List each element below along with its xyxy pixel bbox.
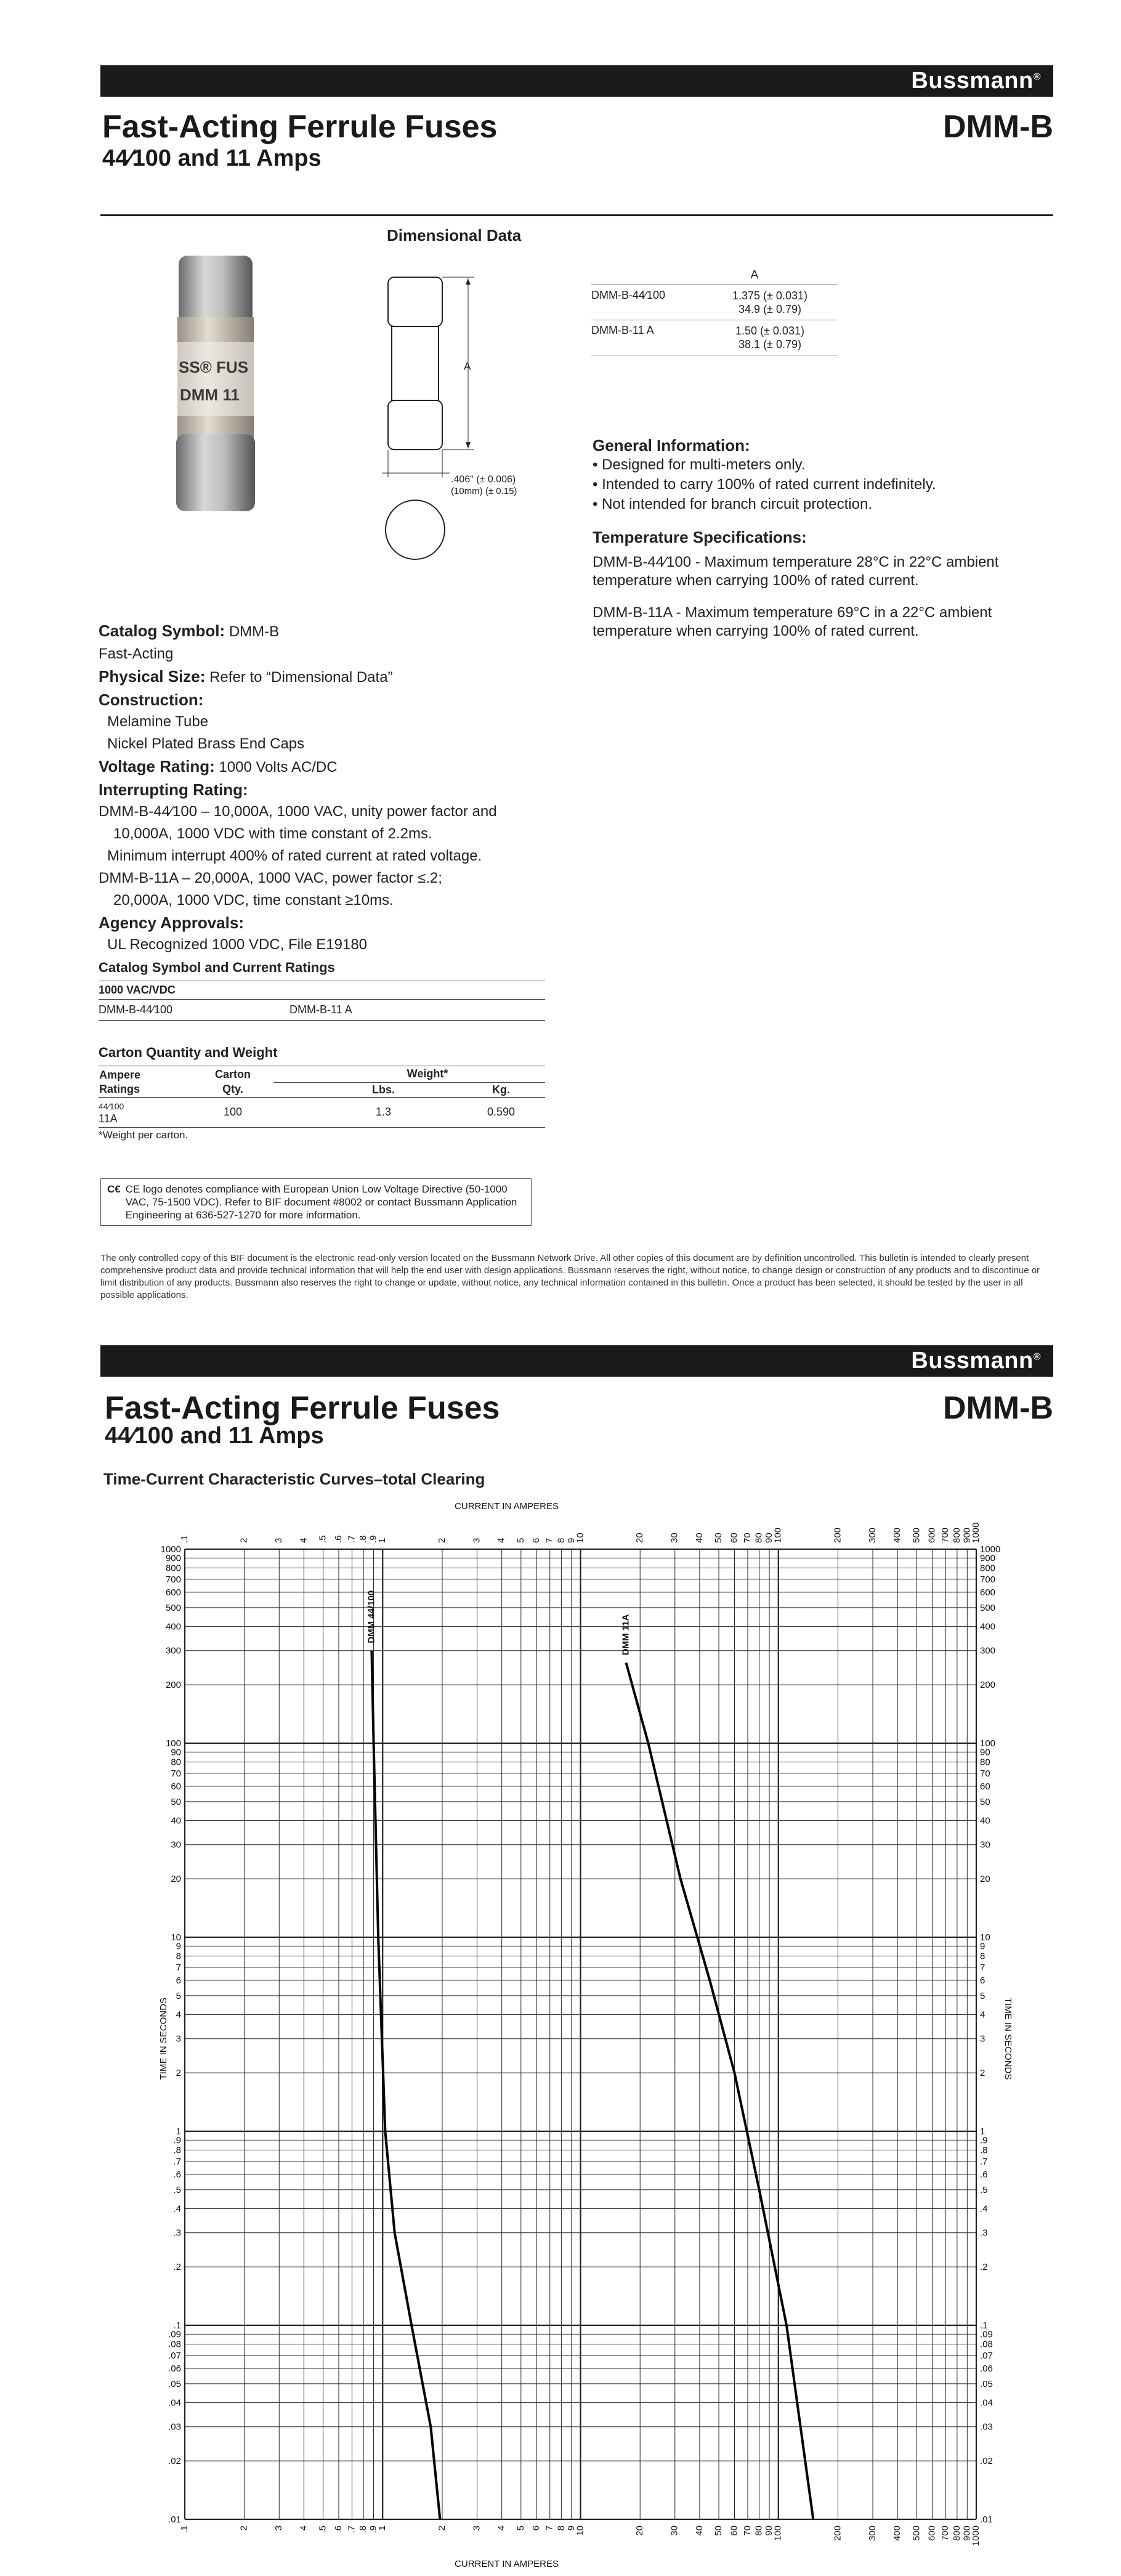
y-axis-title: TIME IN SECONDS [158,1998,169,2080]
dimensional-heading: Dimensional Data [387,226,522,245]
y-tick-label: .04 [980,2397,993,2408]
y-tick-label: .03 [168,2421,181,2432]
general-item: • Designed for multi-meters only. [593,456,806,473]
fuse-photo [165,249,270,520]
x-tick-label: 800 [951,2525,962,2542]
y-tick-label: .04 [168,2397,181,2408]
dimension-row: DMM-B-11 A 1.50 (± 0.031) 38.1 (± 0.79) [591,324,804,350]
x-tick-label: .1 [179,2525,190,2533]
x-tick-label: 7 [544,1537,555,1543]
y-tick-label: .2 [980,2262,988,2273]
y-tick-label: 600 [165,1587,181,1598]
x-tick-label: 90 [764,1533,775,1543]
x-tick-label: 3 [471,1537,482,1543]
x-tick-label: 30 [669,1533,680,1543]
x-tick-label: 20 [634,1533,645,1543]
y-tick-label: 4 [980,2009,985,2020]
y-tick-label: .03 [980,2421,993,2432]
x-tick-label: 1 [377,2525,388,2531]
temperature-p1: DMM-B-44⁄100 - Maximum temperature 28°C in 22°C ambient temperature when carrying 100% of rated current. [593,554,999,589]
y-tick-label: 70 [980,1768,990,1779]
x-tick-label: 400 [892,2525,903,2542]
y-tick-label: 6 [980,1975,985,1986]
x-tick-label: .5 [317,1535,328,1543]
y-tick-label: 50 [980,1796,990,1807]
y-tick-label: 300 [165,1645,181,1656]
x-tick-label: 300 [867,2525,878,2542]
y-tick-label: 200 [165,1680,181,1691]
x-tick-label: 30 [669,2525,680,2536]
series-line [626,1663,814,2519]
y-tick-label: 4 [176,2009,181,2020]
x-tick-label: 80 [753,2525,764,2536]
y-tick-label: 3 [176,2033,181,2044]
x-tick-label: .9 [368,2525,379,2533]
y-tick-label: .7 [980,2156,988,2167]
y-tick-label: 500 [980,1602,996,1613]
x-tick-label: 500 [911,2525,922,2542]
dimension-drawing [382,265,567,573]
y-tick-label: 2 [176,2068,181,2079]
y-tick-label: .8 [173,2145,181,2156]
x-tick-label: 60 [729,1533,740,1543]
x-tick-label: .6 [333,1535,344,1543]
x-tick-label: 100 [772,1527,783,1543]
y-tick-label: .3 [980,2227,988,2238]
x-tick-label: 4 [496,1537,507,1543]
x-tick-label: 40 [694,1533,705,1543]
x-tick-label: .9 [368,1535,379,1543]
fuse-label-1: SS® FUS [179,358,249,376]
specifications: Catalog Symbol: DMM-B Fast-Acting Physical Size: Refer to “Dimensional Data” Construction: Melamine Tube Nickel Plated Brass End Caps Voltage Rating: 1000 Volts AC/DC Interrupting Rating: DMM-B-44⁄100 – 10,000A, 1000 VAC, unity power factor and 10,000A, 1000 VDC with time constant of 2.2ms. Minimum interrupt 400% of rated current at rated voltage. DMM-B-11A – 20,000A, 1000 VAC, power factor ≤.2; 20,000A, 1000 VDC, time constant ≥10ms. Agency Approvals: UL Recognized 1000 VDC, File E19180 [99,622,497,953]
x-tick-label: .6 [333,2525,344,2533]
y-tick-label: 200 [980,1680,996,1691]
y-tick-label: .6 [980,2169,988,2180]
series-line [371,1651,440,2519]
y-tick-label: 300 [980,1645,996,1656]
y-tick-label: .07 [168,2350,181,2361]
x-tick-label: 1 [377,1537,388,1543]
y-tick-label: 1000 [160,1544,181,1555]
y-tick-label: .9 [173,2135,181,2146]
x-tick-label: 100 [772,2525,783,2542]
y-tick-label: 7 [176,1962,181,1973]
product-code: DMM-B [942,109,1053,145]
y-tick-label: 6 [176,1975,181,1986]
x-tick-label: 600 [926,1527,937,1543]
x-tick-label: 70 [742,1533,753,1543]
time-current-chart [148,1497,1022,2572]
brand-logo: Bussmann® [911,1348,1041,1374]
y-axis-title: TIME IN SECONDS [1003,1998,1013,2080]
chart-heading: Time-Current Characteristic Curves–total Clearing [103,1470,485,1488]
fuse-label-2: DMM 11 [180,386,240,404]
y-tick-label: 400 [165,1621,181,1632]
y-tick-label: 80 [171,1757,181,1768]
y-tick-label: .01 [980,2514,993,2525]
x-tick-label: 9 [565,1537,577,1543]
brand-logo: Bussmann® [911,68,1041,94]
x-tick-label: 60 [729,2525,740,2536]
ce-notice: C€ CE logo denotes compliance with European Union Low Voltage Directive (50-1000 VAC, 75-1500 VDC). Refer to BIF document #8002 or contact Bussmann Application Engineering at 636-527-1270 for more information. [100,1178,532,1226]
y-tick-label: 80 [980,1757,990,1768]
y-tick-label: 500 [165,1602,181,1613]
y-tick-label: .09 [168,2329,181,2340]
page-subtitle: 44⁄100 and 11 Amps [102,145,322,171]
x-tick-label: 5 [515,2525,526,2531]
catalog-ratings-table: Catalog Symbol and Current Ratings 1000 VAC/VDC DMM-B-44⁄100 DMM-B-11 A [99,960,545,1021]
diameter-label-2: (10mm) (± 0.15) [451,486,517,496]
y-tick-label: .08 [980,2339,993,2350]
x-tick-label: .7 [346,2525,357,2533]
y-tick-label: 20 [980,1874,990,1885]
x-tick-label: .5 [317,2525,328,2533]
y-tick-label: .02 [980,2456,993,2467]
x-tick-label: 900 [961,1527,973,1543]
x-tick-label: 400 [892,1527,903,1543]
y-tick-label: 2 [980,2068,985,2079]
x-tick-label: 3 [471,2525,482,2531]
y-tick-label: .06 [980,2363,993,2374]
y-tick-label: .08 [168,2339,181,2350]
y-tick-label: 9 [176,1941,181,1952]
y-tick-label: .4 [980,2203,988,2214]
x-tick-label: 90 [764,2525,775,2536]
catalog-item: DMM-B-11 A [289,1003,352,1016]
x-tick-label: 4 [298,1537,309,1543]
y-tick-label: .05 [980,2378,993,2389]
x-tick-label: 1000 [970,1522,981,1543]
y-tick-label: .5 [980,2184,988,2195]
diameter-label-1: .406" (± 0.006) [451,474,516,485]
x-tick-label: 200 [832,1527,843,1543]
x-tick-label: 10 [575,1533,586,1543]
y-tick-label: 60 [980,1781,990,1792]
x-tick-label: 6 [531,2525,542,2531]
x-tick-label: .1 [179,1535,190,1543]
y-tick-label: 1000 [980,1544,1001,1555]
x-tick-label: 600 [926,2525,937,2542]
y-tick-label: 1 [980,2126,985,2137]
x-tick-label: 50 [713,1533,724,1543]
x-tick-label: 700 [940,1527,951,1543]
y-tick-label: 3 [980,2033,985,2044]
y-tick-label: .09 [980,2329,993,2340]
y-tick-label: .07 [980,2350,993,2361]
x-tick-label: 80 [753,1533,764,1543]
temperature-heading: Temperature Specifications: [593,528,807,546]
x-tick-label: 70 [742,2525,753,2536]
y-tick-label: 1 [176,2126,181,2137]
y-tick-label: .4 [173,2203,181,2214]
carton-table: Carton Quantity and Weight Ampere Carton Weight* Ratings Qty. Lbs. Kg. 44⁄100 11A 100 1.3 0.590 *Weight per carton. [99,1045,545,1141]
x-tick-label: 8 [556,2525,567,2531]
y-tick-label: .06 [168,2363,181,2374]
y-tick-label: .2 [173,2262,181,2273]
series-label: DMM 44/100 [366,1590,377,1643]
x-tick-label: 800 [951,1527,962,1543]
page-title: Fast-Acting Ferrule Fuses [102,109,498,145]
y-tick-label: 90 [171,1747,181,1758]
y-tick-label: 5 [980,1990,985,2001]
y-tick-label: 900 [980,1553,996,1564]
y-tick-label: 900 [165,1553,181,1564]
x-tick-label: .7 [346,1535,357,1543]
y-tick-label: .8 [980,2145,988,2156]
x-axis-title: CURRENT IN AMPERES [455,2559,559,2569]
x-tick-label: 2 [238,2525,249,2531]
y-tick-label: 5 [176,1990,181,2001]
x-tick-label: 20 [634,2525,645,2536]
y-tick-label: 10 [980,1932,990,1943]
y-tick-label: 70 [171,1768,181,1779]
y-tick-label: 8 [176,1951,181,1962]
x-axis-title: CURRENT IN AMPERES [455,1501,559,1512]
ce-logo: C€ [107,1183,121,1195]
y-tick-label: .01 [168,2514,181,2525]
x-tick-label: 700 [940,2525,951,2542]
y-tick-label: 7 [980,1962,985,1973]
temperature-p2: DMM-B-11A - Maximum temperature 69°C in a 22°C ambient temperature when carrying 100% of rated current. [593,604,992,639]
y-tick-label: .6 [173,2169,181,2180]
page-subtitle-2: 44⁄100 and 11 Amps [105,1423,324,1449]
x-tick-label: 10 [575,2525,586,2536]
y-tick-label: 90 [980,1747,990,1758]
y-tick-label: 400 [980,1621,996,1632]
header-rule [100,214,1053,216]
x-tick-label: .8 [358,2525,369,2533]
x-tick-label: 300 [867,1527,878,1543]
x-tick-label: 8 [556,1537,567,1543]
x-tick-label: 6 [531,1537,542,1543]
x-tick-label: 1000 [970,2525,981,2546]
y-tick-label: 60 [171,1781,181,1792]
y-tick-label: 700 [980,1574,996,1585]
x-tick-label: 40 [694,2525,705,2536]
y-tick-label: .1 [980,2320,988,2331]
x-tick-label: 500 [911,1527,922,1543]
x-tick-label: 2 [436,2525,447,2531]
x-tick-label: .8 [358,1535,369,1543]
catalog-item: DMM-B-44⁄100 [99,1003,173,1016]
dimension-row: DMM-B-44⁄100 1.375 (± 0.031) 34.9 (± 0.79) [591,289,807,315]
y-tick-label: 40 [980,1815,990,1826]
page-title-2: Fast-Acting Ferrule Fuses [105,1390,500,1426]
x-tick-label: 3 [273,2525,285,2531]
x-tick-label: 50 [713,2525,724,2536]
dimension-table [591,269,838,355]
general-heading: General Information: [593,436,750,455]
x-tick-label: 2 [238,1537,249,1543]
x-tick-label: 900 [961,2525,973,2542]
x-tick-label: 2 [436,1537,447,1543]
dimension-col-header: A [750,269,759,281]
general-item: • Not intended for branch circuit protection. [593,496,872,512]
y-tick-label: 10 [171,1932,181,1943]
y-tick-label: 40 [171,1815,181,1826]
y-tick-label: 30 [980,1839,990,1850]
series-label: DMM 11A [620,1614,631,1656]
x-tick-label: 3 [273,1537,285,1543]
y-tick-label: 30 [171,1839,181,1850]
dim-a-label: A [464,360,471,372]
x-tick-label: 200 [832,2525,843,2542]
header-bar [100,65,1053,97]
x-tick-label: 4 [298,2525,309,2531]
general-information [593,436,1061,641]
product-code-2: DMM-B [942,1390,1053,1426]
disclaimer: The only controlled copy of this BIF document is the electronic read-only version located on the Bussmann Network Drive. All other copies of this document are by definition uncontrolled. This bulletin is intended to clearly present comprehensive product data and provide technical information that will help the end user with design applications. Bussmann reserves the right, without notice, to change design or construction of any products and to discontinue or limit distribution of any products. Bussmann also reserves the right to change or update, without notice, any technical information contained in this bulletin. Once a product has been selected, it should be tested by the user in all possible applications. [100,1253,1040,1300]
y-tick-label: .05 [168,2378,181,2389]
y-tick-label: 100 [165,1738,181,1749]
y-tick-label: 800 [980,1563,996,1574]
y-tick-label: 800 [165,1563,181,1574]
y-tick-label: 600 [980,1587,996,1598]
x-tick-label: 9 [565,2525,577,2531]
x-tick-label: 4 [496,2525,507,2531]
general-item: • Intended to carry 100% of rated current indefinitely. [593,476,936,493]
y-tick-label: .3 [173,2227,181,2238]
y-tick-label: 50 [171,1796,181,1807]
y-tick-label: 700 [165,1574,181,1585]
y-tick-label: .7 [173,2156,181,2167]
y-tick-label: .9 [980,2135,988,2146]
y-tick-label: .02 [168,2456,181,2467]
y-tick-label: .5 [173,2184,181,2195]
y-tick-label: 100 [980,1738,996,1749]
y-tick-label: 20 [171,1874,181,1885]
x-tick-label: 5 [515,1537,526,1543]
y-tick-label: 8 [980,1951,985,1962]
y-tick-label: .1 [173,2320,181,2331]
x-tick-label: 7 [544,2525,555,2531]
y-tick-label: 9 [980,1941,985,1952]
header-bar-2 [100,1345,1053,1377]
